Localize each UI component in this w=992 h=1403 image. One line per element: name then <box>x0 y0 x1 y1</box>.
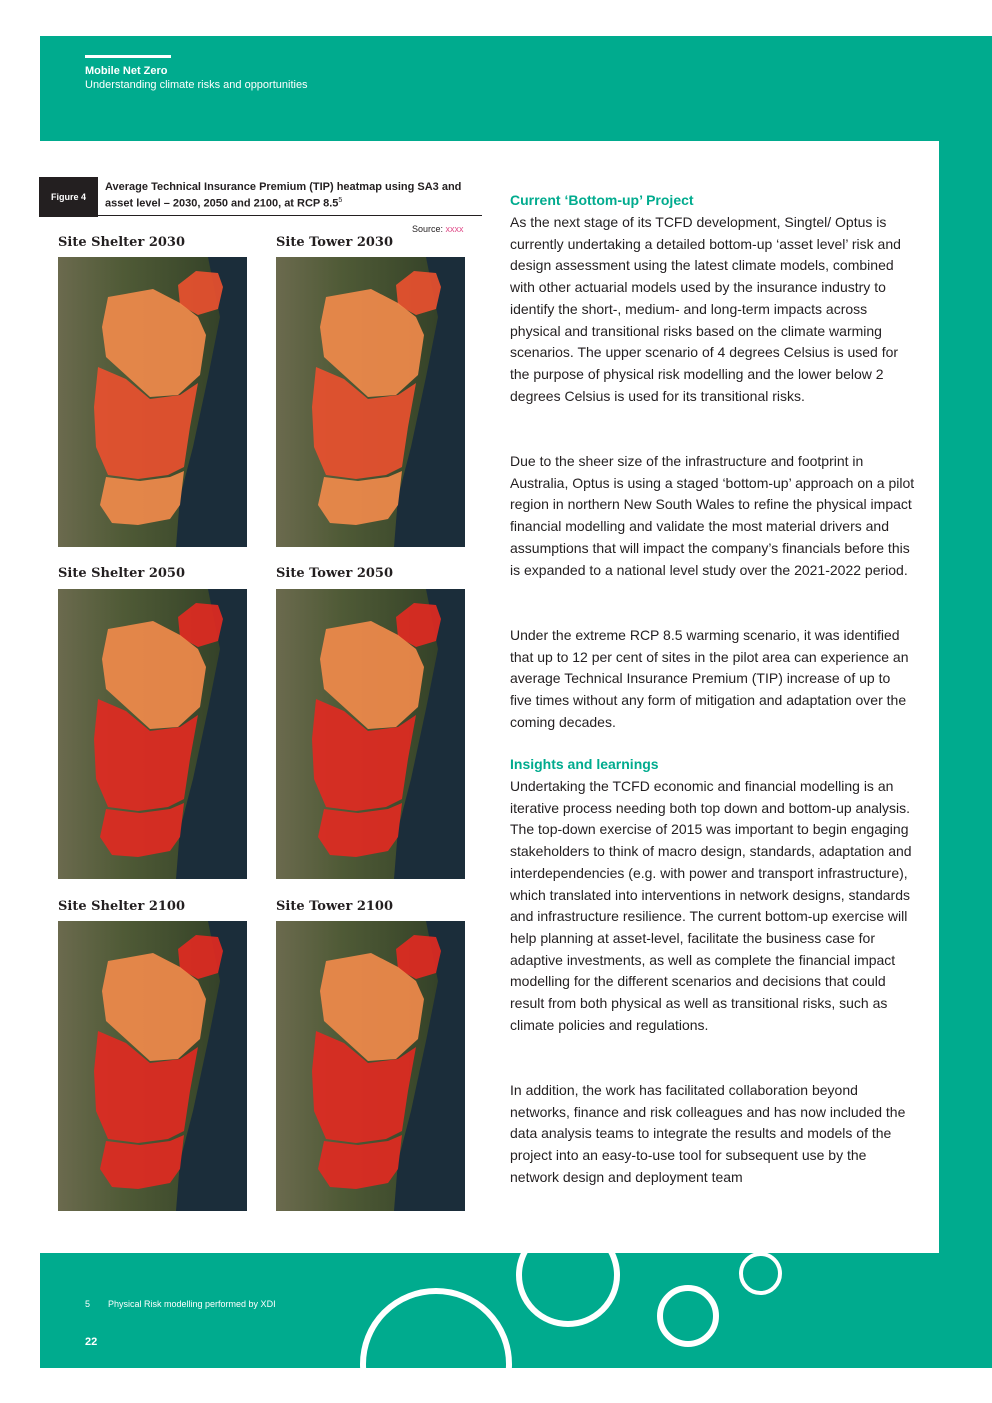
map-label-tower-2030: Site Tower 2030 <box>276 235 393 250</box>
footnote-text: Physical Risk modelling performed by XDI <box>108 1299 276 1309</box>
map-label-shelter-2030: Site Shelter 2030 <box>58 235 186 250</box>
heatmap-shelter-2100 <box>58 921 247 1211</box>
heatmap-tower-2050 <box>276 589 465 879</box>
footer-band <box>40 1253 992 1368</box>
decorative-circle <box>739 1253 782 1295</box>
map-label-tower-2100: Site Tower 2100 <box>276 899 393 914</box>
heatmap-shelter-2050 <box>58 589 247 879</box>
heatmap-tower-2100 <box>276 921 465 1211</box>
section-heading-insights: Insights and learnings <box>510 756 659 772</box>
map-label-shelter-2050: Site Shelter 2050 <box>58 566 186 581</box>
heatmap-shelter-2030 <box>58 257 247 547</box>
right-band <box>939 36 992 1368</box>
decorative-circle <box>657 1285 719 1347</box>
map-label-tower-2050: Site Tower 2050 <box>276 566 393 581</box>
paragraph-bottom-up-2: Due to the sheer size of the infrastructure and footprint in Australia, Optus is using a staged ‘bottom-up’ approach on a pilot region in northern New South Wales to refine the physical impact financial modelling and validate the most material drivers and assumptions that will impact the company’s financials before this is expanded to a national level study over the 2021-2022 period. <box>510 453 915 578</box>
document-subtitle: Understanding climate risks and opportunities <box>85 79 308 91</box>
heatmap-tower-2030 <box>276 257 465 547</box>
section-heading-bottom-up: Current ‘Bottom-up’ Project <box>510 192 694 208</box>
figure-source-label: Source: <box>412 224 444 234</box>
decorative-circle <box>516 1253 620 1327</box>
decorative-circle <box>360 1288 512 1368</box>
header-rule <box>85 55 171 58</box>
figure-caption-footnote-ref: 5 <box>338 197 343 204</box>
footnote-number: 5 <box>85 1299 91 1309</box>
paragraph-bottom-up-1: As the next stage of its TCFD development, Singtel/ Optus is currently undertaking a detailed bottom-up ‘asset level’ risk and design assessment using the latest climate models, combined with other actuarial models used by the insurance industry to identify the short-, medium- and long-term impacts across physical and transitional risks based on the climate warming scenarios. The upper scenario of 4 degrees Celsius is used for the purpose of physical risk modelling and the lower below 2 degrees Celsius is used for its transitional risks. <box>510 214 901 404</box>
figure-source-value: xxxx <box>445 224 464 234</box>
figure-caption-text: Average Technical Insurance Premium (TIP) heatmap using SA3 and asset level – 2030, 2050 and 2100, at RCP 8.5 <box>105 181 462 210</box>
paragraph-insights-1: Undertaking the TCFD economic and financial modelling is an iterative process needing both top down and bottom-up analysis. The top-down exercise of 2015 was important to begin engaging stakeholders to think of macro design, standards, adaptation and interdependencies (e.g. with power and transport infrastructure), which translated into interventions in network designs, standards and infrastructure resilience. The current bottom-up exercise will help planning at asset-level, facilitate the business case for adaptive investments, as well as complete the financial impact modelling for the different scenarios and decisions that could result from both physical as well as transitional risks, such as climate policies and regulations. <box>510 778 912 1033</box>
figure-rule <box>98 215 482 216</box>
document-title: Mobile Net Zero <box>85 65 168 77</box>
figure-source <box>412 224 464 234</box>
figure-badge: Figure 4 <box>39 177 98 217</box>
paragraph-insights-2: In addition, the work has facilitated collaboration beyond networks, finance and risk colleagues and has now included the data analysis teams to integrate the results and models of the project into an easy-to-use tool for subsequent use by the network design and deployment team <box>510 1082 906 1185</box>
page-number: 22 <box>85 1336 98 1348</box>
figure-caption <box>105 180 470 211</box>
paragraph-bottom-up-3: Under the extreme RCP 8.5 warming scenario, it was identified that up to 12 per cent of sites in the pilot area can experience an average Technical Insurance Premium (TIP) increase of up to five times without any form of mitigation and adaptation over the coming decades. <box>510 627 909 730</box>
map-label-shelter-2100: Site Shelter 2100 <box>58 899 186 914</box>
